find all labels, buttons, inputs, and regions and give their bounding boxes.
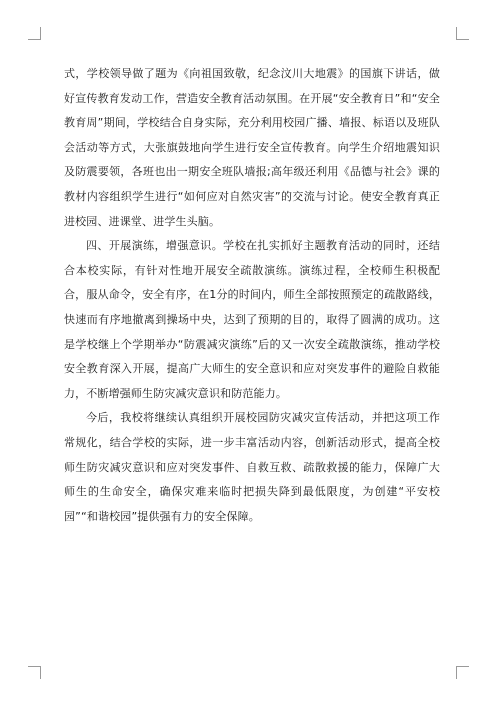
crop-mark-bottom-left: [28, 666, 41, 679]
paragraph-drill: 四、开展演练，增强意识。学校在扎实抓好主题教育活动的同时，还结合本校实际，有针对性地开展安全疏散演练。演练过程，全校师生积极配合，服从命令，安全有序，在1分的时间内，师生全部按照预定的疏散路线，快速而有序地撤离到操场中央，达到了预期的目的，取得了圆满的成功。这是学校继上个学期举办“防震减灾演练”后的又一次安全疏散演练，推动学校安全教育深入开展，提高广大师生的安全意识和应对突发事件的避险自救能力，不断增强师生防灾减灾意识和防范能力。: [64, 239, 440, 400]
crop-mark-bottom-right: [456, 666, 469, 679]
document-body: [64, 62, 440, 529]
crop-mark-top-left: [28, 27, 41, 40]
paragraph-future-plans: 今后，我校将继续认真组织开展校园防灾减灾宣传活动，并把这项工作常规化，结合学校的实际，进一步丰富活动内容，创新活动形式，提高全校师生防灾减灾意识和应对突发事件、自救互救、疏散救援的能力，保障广大师生的生命安全，确保灾难来临时把损失降到最低限度，为创建“平安校园”“和谐校园”提供强有力的安全保障。: [64, 411, 440, 523]
crop-mark-top-right: [456, 27, 469, 40]
paragraph-continuation: 式，学校领导做了题为《向祖国致敬，纪念汶川大地震》的国旗下讲话，做好宣传教育发动工作，营造安全教育活动氛围。在开展“安全教育日”和“安全教育周”期间，学校结合自身实际，充分利用校园广播、墙报、标语以及班队会活动等方式，大张旗鼓地向学生进行安全宣传教育。向学生介绍地震知识及防震要领，各班也出一期安全班队墙报;高年级还利用《品德与社会》课的教材内容组织学生进行“如何应对自然灾害”的交流与讨论。使安全教育真正进校园、进课堂、进学生头脑。: [64, 67, 440, 228]
